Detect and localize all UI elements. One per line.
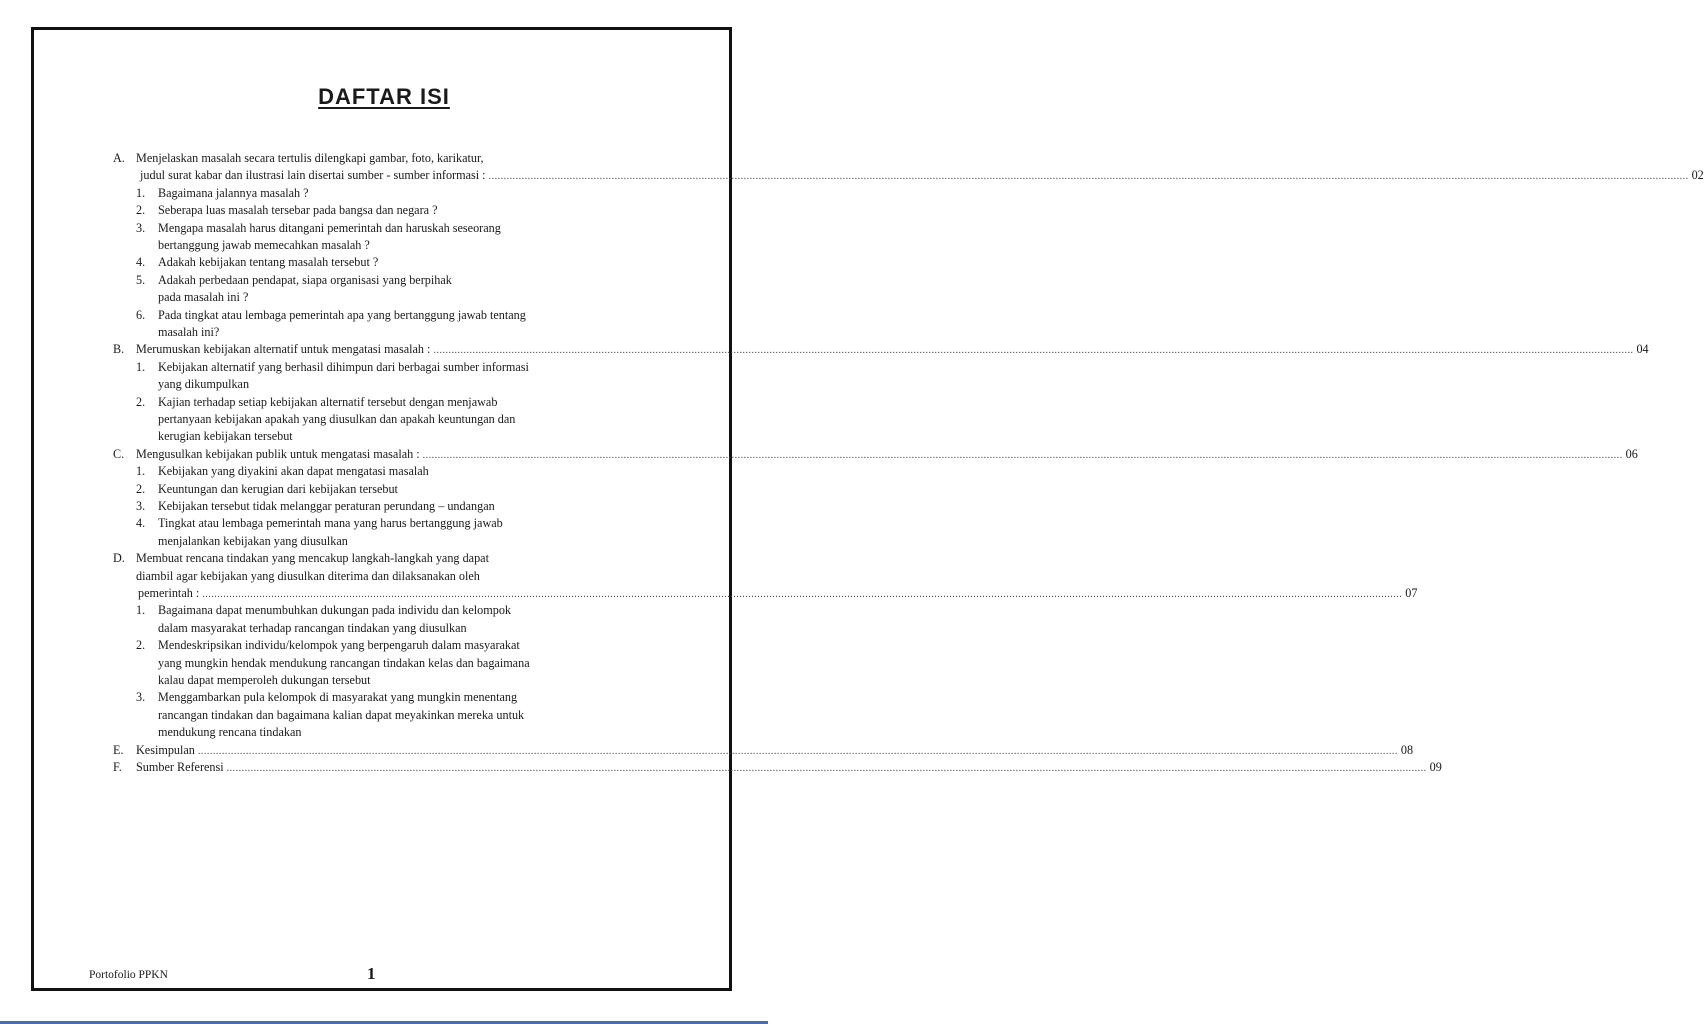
section-letter: B.: [113, 342, 125, 357]
dot-leader: ................................................................................................................................................................................................................................................................................................................................................................................................................: [197, 745, 1398, 757]
section-heading-entry: [136, 759, 1442, 775]
item-number: 1.: [136, 359, 146, 374]
list-item-text: masalah ini?: [158, 325, 220, 339]
section-heading-entry: [140, 167, 1704, 183]
section-heading-text: diambil agar kebijakan yang diusulkan diterima dan dilaksanakan oleh: [136, 568, 480, 583]
entry-text: Sumber Referensi: [136, 760, 224, 774]
list-item-text: Tingkat atau lembaga pemerintah mana yang harus bertanggung jawab: [158, 516, 503, 531]
item-number: 4.: [136, 516, 146, 531]
footer-page-number: 1: [367, 964, 376, 983]
list-item-text: pada masalah ini ?: [158, 290, 249, 305]
entry-page-number: 06: [1625, 446, 1638, 461]
section-letter: A.: [113, 151, 125, 165]
entry-text: Mengusulkan kebijakan publik untuk mengatasi masalah :: [136, 446, 420, 461]
item-number: 1.: [136, 185, 146, 200]
item-number: 2.: [136, 638, 146, 653]
page-title: DAFTAR ISI: [318, 84, 450, 109]
dot-leader: ................................................................................................................................................................................................................................................................................................................................................................................................................: [422, 449, 1623, 461]
dot-leader: ................................................................................................................................................................................................................................................................................................................................................................................................................: [488, 171, 1689, 183]
section-heading-entry: [136, 341, 1649, 357]
entry-text: judul surat kabar dan ilustrasi lain disertai sumber - sumber informasi :: [140, 168, 486, 183]
item-number: 2.: [136, 203, 146, 218]
list-item-text: pertanyaan kebijakan apakah yang diusulkan dan apakah keuntungan dan: [158, 412, 516, 426]
list-item-text: Adakah kebijakan tentang masalah tersebut ?: [158, 255, 379, 270]
section-heading-entry: [138, 585, 1418, 601]
list-item-text: Bagaimana dapat menumbuhkan dukungan pada individu dan kelompok: [158, 603, 512, 618]
entry-text: Kesimpulan: [136, 742, 195, 757]
section-heading-text: Menjelaskan masalah secara tertulis dilengkapi gambar, foto, karikatur,: [136, 151, 484, 165]
list-item-text: kerugian kebijakan tersebut: [158, 429, 293, 444]
list-item-text: Mengapa masalah harus ditangani pemerintah dan haruskah seseorang: [158, 220, 501, 235]
entry-page-number: 09: [1429, 760, 1442, 774]
list-item-text: Menggambarkan pula kelompok di masyarakat yang mungkin menentang: [158, 690, 518, 705]
list-item-text: Seberapa luas masalah tersebar pada bangsa dan negara ?: [158, 203, 438, 218]
entry-page-number: 02: [1691, 168, 1704, 183]
item-number: 1.: [136, 603, 146, 618]
section-heading-entry: [136, 446, 1638, 462]
item-number: 3.: [136, 499, 146, 513]
list-item-text: kalau dapat memperoleh dukungan tersebut: [158, 673, 371, 687]
list-item-text: Keuntungan dan kerugian dari kebijakan tersebut: [158, 481, 398, 496]
list-item-text: Kebijakan alternatif yang berhasil dihimpun dari berbagai sumber informasi: [158, 359, 529, 374]
item-number: 2.: [136, 394, 146, 409]
list-item-text: rancangan tindakan dan bagaimana kalian dapat meyakinkan mereka untuk: [158, 707, 525, 722]
list-item-text: Adakah perbedaan pendapat, siapa organisasi yang berpihak: [158, 272, 452, 287]
item-number: 3.: [136, 690, 146, 705]
section-letter: F.: [113, 760, 122, 774]
list-item-text: Pada tingkat atau lembaga pemerintah apa yang bertanggung jawab tentang: [158, 307, 526, 322]
entry-page-number: 04: [1636, 342, 1649, 357]
item-number: 2.: [136, 481, 146, 496]
list-item-text: Mendeskripsikan individu/kelompok yang berpengaruh dalam masyarakat: [158, 638, 520, 653]
item-number: 5.: [136, 272, 146, 287]
dot-leader: ................................................................................................................................................................................................................................................................................................................................................................................................................: [226, 763, 1427, 774]
entry-text: pemerintah :: [138, 586, 200, 600]
list-item-text: mendukung rencana tindakan: [158, 725, 302, 740]
section-letter: C.: [113, 446, 125, 461]
section-heading-text: Membuat rencana tindakan yang mencakup langkah-langkah yang dapat: [136, 551, 489, 566]
section-letter: E.: [113, 742, 124, 757]
list-item-text: dalam masyarakat terhadap rancangan tindakan yang diusulkan: [158, 620, 467, 635]
list-item-text: Kajian terhadap setiap kebijakan alternatif tersebut dengan menjawab: [158, 394, 498, 409]
entry-page-number: 08: [1400, 742, 1414, 757]
item-number: 6.: [136, 307, 146, 322]
dot-leader: ................................................................................................................................................................................................................................................................................................................................................................................................................: [202, 589, 1403, 600]
footer-label: Portofolio PPKN: [89, 969, 168, 981]
item-number: 3.: [136, 220, 146, 235]
dot-leader: ................................................................................................................................................................................................................................................................................................................................................................................................................: [433, 345, 1634, 357]
section-heading-entry: [136, 742, 1414, 758]
list-item-text: Bagaimana jalannya masalah ?: [158, 185, 309, 200]
item-number: 4.: [136, 255, 146, 270]
entry-text: Merumuskan kebijakan alternatif untuk mengatasi masalah :: [136, 342, 431, 357]
section-letter: D.: [113, 551, 125, 566]
list-item-text: bertanggung jawab memecahkan masalah ?: [158, 238, 370, 252]
entry-page-number: 07: [1405, 586, 1418, 600]
list-item-text: menjalankan kebijakan yang diusulkan: [158, 533, 348, 548]
list-item-text: yang mungkin hendak mendukung rancangan tindakan kelas dan bagaimana: [158, 655, 530, 670]
list-item-text: Kebijakan yang diyakini akan dapat mengatasi masalah: [158, 464, 429, 479]
item-number: 1.: [136, 464, 146, 479]
list-item-text: yang dikumpulkan: [158, 377, 250, 392]
list-item-text: Kebijakan tersebut tidak melanggar peraturan perundang – undangan: [158, 499, 495, 513]
